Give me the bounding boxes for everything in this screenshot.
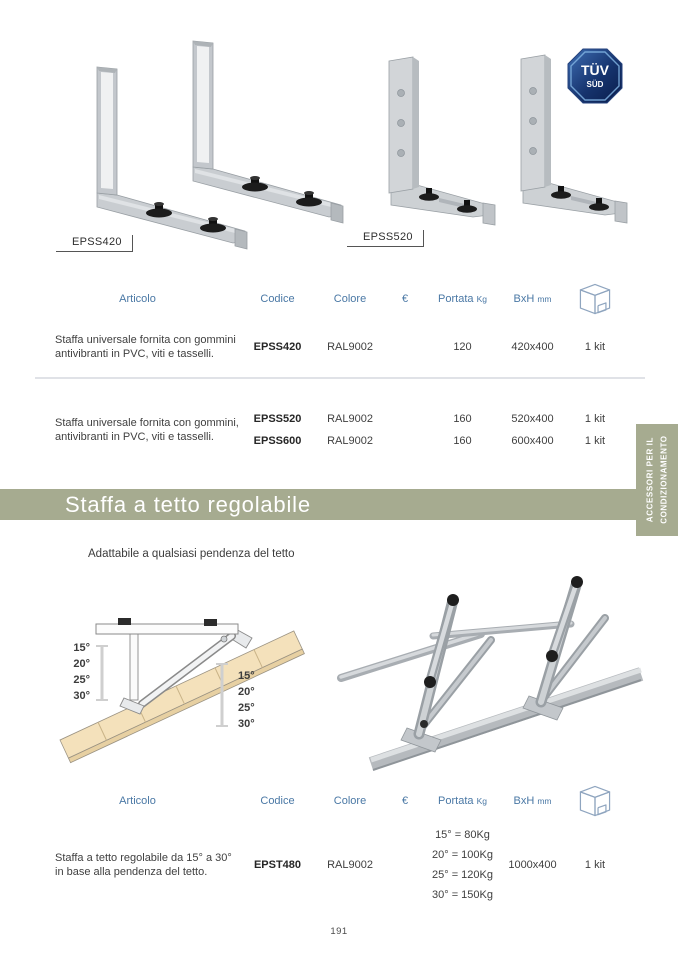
article-code: EPSS600	[253, 435, 302, 447]
capacity-line: 25° = 120Kg	[432, 869, 493, 881]
article-capacity-list	[425, 825, 500, 905]
capacity-line: 20° = 100Kg	[432, 849, 493, 861]
article-pack: 1 kit	[584, 413, 606, 425]
package-icon	[565, 282, 625, 316]
article-description: Staffa a tetto regolabile da 15° a 30° in base alla pendenza del tetto.	[55, 851, 232, 878]
angle-label: 25°	[238, 702, 255, 714]
table1-header	[35, 278, 625, 320]
page-number: 191	[330, 926, 348, 937]
col-header-bxh: BxH mm	[513, 795, 552, 807]
roof-bracket-epst480-image	[333, 556, 655, 781]
col-header-codice: Codice	[260, 795, 295, 807]
angle-label: 25°	[73, 674, 90, 686]
angle-label: 20°	[238, 686, 255, 698]
table-row	[35, 822, 625, 908]
tuv-sud-logo	[566, 47, 624, 105]
capacity-line: 30° = 150Kg	[432, 889, 493, 901]
package-icon	[565, 784, 625, 818]
col-header-bxh: BxH mm	[513, 293, 552, 305]
article-color: RAL9002	[327, 859, 373, 871]
article-color: RAL9002	[327, 341, 373, 353]
article-capacity: 160	[453, 435, 472, 447]
angle-label: 15°	[238, 670, 255, 682]
article-color: RAL9002	[327, 413, 373, 425]
col-header-portata: Portata Kg	[438, 293, 487, 305]
side-tab-text: ACCESSORI PER IL CONDIZIONAMENTO	[645, 435, 668, 525]
article-capacity: 120	[453, 341, 472, 353]
col-header-portata: Portata Kg	[438, 795, 487, 807]
col-header-articolo: Articolo	[119, 795, 156, 807]
article-description: Staffa universale fornita con gommini antivibranti in PVC, viti e tasselli.	[55, 333, 236, 360]
article-pack: 1 kit	[584, 341, 606, 353]
article-pack: 1 kit	[584, 435, 606, 447]
product-label-epss420	[56, 235, 133, 252]
capacity-line: 15° = 80Kg	[435, 829, 490, 841]
table-row	[35, 326, 625, 368]
article-size: 1000x400	[508, 859, 557, 871]
tuv-text: TÜV	[581, 62, 609, 78]
angle-label: 15°	[73, 642, 90, 654]
col-header-codice: Codice	[260, 293, 295, 305]
article-color: RAL9002	[327, 435, 373, 447]
product-label-epss520-text: EPSS520	[363, 231, 413, 243]
article-capacity: 160	[453, 413, 472, 425]
article-code: EPSS420	[253, 341, 302, 353]
section-banner	[0, 489, 636, 520]
angle-label: 30°	[73, 690, 90, 702]
product-label-epss420-text: EPSS420	[72, 236, 122, 248]
roof-caption: Adattabile a qualsiasi pendenza del tetto	[88, 548, 295, 560]
section-title: Staffa a tetto regolabile	[65, 491, 311, 517]
article-size: 600x400	[511, 435, 554, 447]
roof-pitch-diagram	[46, 588, 336, 768]
angle-label: 30°	[238, 718, 255, 730]
article-size: 420x400	[511, 341, 554, 353]
article-pack: 1 kit	[584, 859, 606, 871]
angle-label: 20°	[73, 658, 90, 670]
sud-text: SÜD	[586, 80, 604, 89]
table-row-group	[35, 408, 625, 452]
col-header-colore: Colore	[333, 795, 367, 807]
article-code: EPST480	[253, 859, 302, 871]
article-description: Staffa universale fornita con gommini, antivibranti in PVC, viti e tasselli.	[55, 416, 239, 443]
wall-bracket-epss420-image	[55, 35, 345, 250]
col-header-colore: Colore	[333, 293, 367, 305]
product-label-epss520	[347, 230, 424, 247]
article-size: 520x400	[511, 413, 554, 425]
table2-header	[35, 780, 625, 822]
article-code: EPSS520	[253, 413, 302, 425]
col-header-articolo: Articolo	[119, 293, 156, 305]
col-header-euro: €	[401, 293, 409, 305]
table-divider	[35, 377, 645, 379]
col-header-euro: €	[401, 795, 409, 807]
side-tab-accessori	[636, 424, 678, 536]
